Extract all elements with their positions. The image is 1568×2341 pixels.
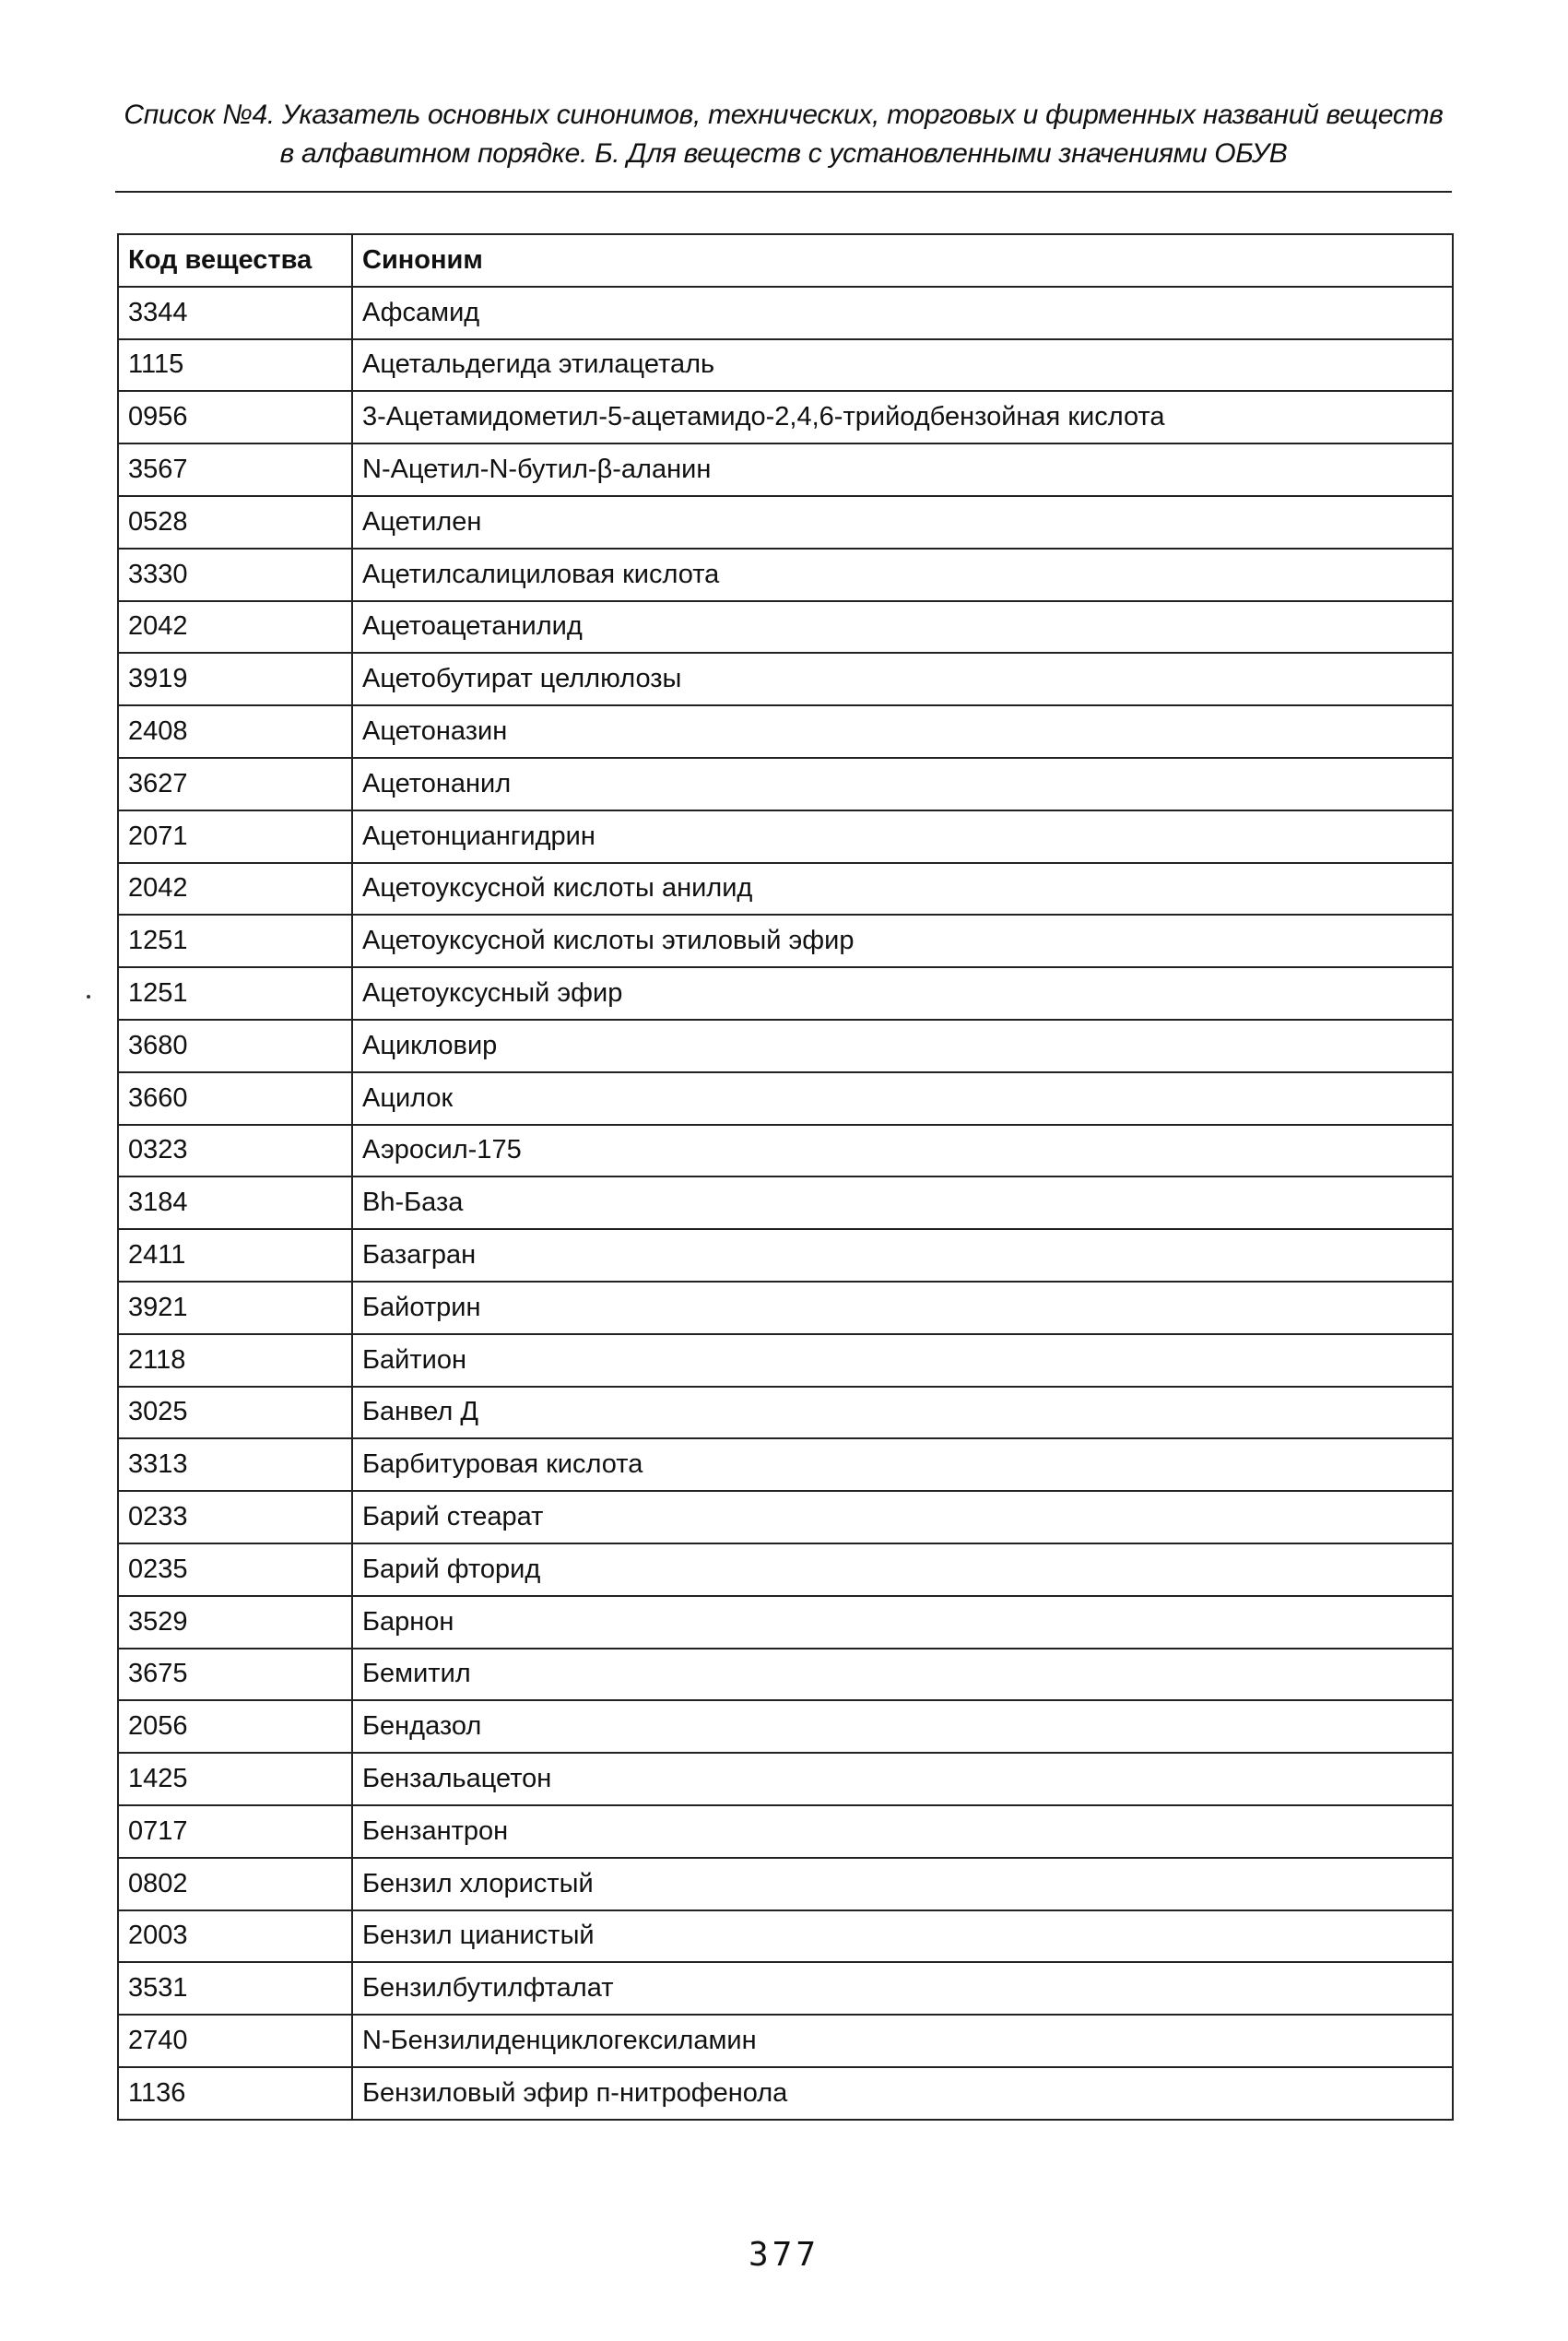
table-row xyxy=(118,758,1453,810)
table-row xyxy=(118,1229,1453,1282)
substance-code-cell: 3921 xyxy=(118,1282,352,1334)
substance-code-cell: 3344 xyxy=(118,287,352,339)
header-divider xyxy=(115,191,1452,193)
synonym-cell: Афсамид xyxy=(352,287,1453,339)
substance-code-cell: 0235 xyxy=(118,1543,352,1596)
synonym-cell: Бемитил xyxy=(352,1649,1453,1701)
table-row xyxy=(118,967,1453,1020)
table-row xyxy=(118,1910,1453,1963)
table-row xyxy=(118,2067,1453,2120)
synonym-cell: Ацетилен xyxy=(352,496,1453,549)
substance-code-cell: 2042 xyxy=(118,863,352,916)
synonym-cell: Ацикловир xyxy=(352,1020,1453,1072)
substance-code-cell: 1251 xyxy=(118,915,352,967)
table-row xyxy=(118,443,1453,496)
table-row xyxy=(118,1649,1453,1701)
substance-code-cell: 2003 xyxy=(118,1910,352,1963)
table-row xyxy=(118,1072,1453,1125)
table-row xyxy=(118,339,1453,392)
synonym-cell: Аэросил-175 xyxy=(352,1125,1453,1177)
table-row xyxy=(118,1543,1453,1596)
table-row xyxy=(118,1805,1453,1858)
substance-code-cell: 3660 xyxy=(118,1072,352,1125)
substance-code-cell: 2118 xyxy=(118,1334,352,1387)
table-row xyxy=(118,1387,1453,1439)
synonym-cell: 3-Ацетамидометил-5-ацетамидо-2,4,6-трийодбензойная кислота xyxy=(352,391,1453,443)
table-row xyxy=(118,287,1453,339)
substance-code-cell: 0956 xyxy=(118,391,352,443)
margin-dot xyxy=(87,995,90,999)
substance-code-cell: 2408 xyxy=(118,705,352,758)
substance-code-cell: 1251 xyxy=(118,967,352,1020)
synonym-cell: N-Бензилиденциклогексиламин xyxy=(352,2015,1453,2067)
synonyms-table xyxy=(117,233,1454,2121)
synonym-cell: Базагран xyxy=(352,1229,1453,1282)
synonym-cell: Ацетальдегида этилацеталь xyxy=(352,339,1453,392)
synonym-cell: Бендазол xyxy=(352,1700,1453,1753)
substance-code-cell: 3567 xyxy=(118,443,352,496)
synonym-cell: Бензилбутилфталат xyxy=(352,1962,1453,2015)
substance-code-cell: 1115 xyxy=(118,339,352,392)
substance-code-cell: 2042 xyxy=(118,601,352,654)
substance-code-cell: 2411 xyxy=(118,1229,352,1282)
column-header-code: Код вещества xyxy=(118,234,352,287)
table-row xyxy=(118,391,1453,443)
header-line-2: в алфавитном порядке. Б. Для веществ с установленными значениями ОБУВ xyxy=(279,138,1288,169)
substance-code-cell: 3184 xyxy=(118,1176,352,1229)
synonym-cell: Ацетоуксусной кислоты анилид xyxy=(352,863,1453,916)
synonym-cell: Барбитуровая кислота xyxy=(352,1438,1453,1491)
page-number: 377 xyxy=(748,2236,820,2274)
substance-code-cell: 3627 xyxy=(118,758,352,810)
table-row xyxy=(118,1125,1453,1177)
table-row xyxy=(118,705,1453,758)
synonym-cell: Бензил хлористый xyxy=(352,1858,1453,1910)
table-row xyxy=(118,810,1453,863)
table-row xyxy=(118,653,1453,705)
synonym-cell: Барий стеарат xyxy=(352,1491,1453,1543)
substance-code-cell: 3025 xyxy=(118,1387,352,1439)
substance-code-cell: 0717 xyxy=(118,1805,352,1858)
synonym-cell: Ацетонциангидрин xyxy=(352,810,1453,863)
substance-code-cell: 0528 xyxy=(118,496,352,549)
substance-code-cell: 0323 xyxy=(118,1125,352,1177)
table-row xyxy=(118,1176,1453,1229)
synonym-cell: Ацетоацетанилид xyxy=(352,601,1453,654)
table-row xyxy=(118,1438,1453,1491)
synonym-cell: Ацетонанил xyxy=(352,758,1453,810)
table-row xyxy=(118,1962,1453,2015)
synonym-cell: N-Ацетил-N-бутил-β-аланин xyxy=(352,443,1453,496)
synonym-cell: Банвел Д xyxy=(352,1387,1453,1439)
table-row xyxy=(118,496,1453,549)
table-row xyxy=(118,1282,1453,1334)
table-row xyxy=(118,1753,1453,1805)
synonym-cell: Байотрин xyxy=(352,1282,1453,1334)
substance-code-cell: 3529 xyxy=(118,1596,352,1649)
synonym-cell: Барий фторид xyxy=(352,1543,1453,1596)
substance-code-cell: 2071 xyxy=(118,810,352,863)
table-body xyxy=(118,287,1453,2120)
synonym-cell: Байтион xyxy=(352,1334,1453,1387)
table-row xyxy=(118,1020,1453,1072)
table-row xyxy=(118,549,1453,601)
synonym-cell: Ацетоуксусный эфир xyxy=(352,967,1453,1020)
substance-code-cell: 3330 xyxy=(118,549,352,601)
column-header-synonym: Синоним xyxy=(352,234,1453,287)
substance-code-cell: 3675 xyxy=(118,1649,352,1701)
synonym-cell: Барнон xyxy=(352,1596,1453,1649)
table-header-row xyxy=(118,234,1453,287)
substance-code-cell: 1425 xyxy=(118,1753,352,1805)
table-row xyxy=(118,601,1453,654)
page-header xyxy=(115,96,1452,173)
table-row xyxy=(118,1596,1453,1649)
table-row xyxy=(118,2015,1453,2067)
synonym-cell: Ацетилсалициловая кислота xyxy=(352,549,1453,601)
substance-code-cell: 3919 xyxy=(118,653,352,705)
synonym-cell: Бензантрон xyxy=(352,1805,1453,1858)
table-row xyxy=(118,1491,1453,1543)
substance-code-cell: 3531 xyxy=(118,1962,352,2015)
substance-code-cell: 3680 xyxy=(118,1020,352,1072)
table-row xyxy=(118,863,1453,916)
substance-code-cell: 3313 xyxy=(118,1438,352,1491)
substance-code-cell: 0233 xyxy=(118,1491,352,1543)
synonym-cell: Ацетобутират целлюлозы xyxy=(352,653,1453,705)
header-line-1: Список №4. Указатель основных синонимов, технических, торговых и фирменных названий веществ xyxy=(124,100,1444,130)
synonym-cell: Бензальацетон xyxy=(352,1753,1453,1805)
substance-code-cell: 2056 xyxy=(118,1700,352,1753)
synonym-cell: Ацетоуксусной кислоты этиловый эфир xyxy=(352,915,1453,967)
synonym-cell: Бензил цианистый xyxy=(352,1910,1453,1963)
table-row xyxy=(118,1858,1453,1910)
table-row xyxy=(118,1334,1453,1387)
synonym-cell: Ацилок xyxy=(352,1072,1453,1125)
synonym-cell: Ацетоназин xyxy=(352,705,1453,758)
synonym-cell: Бензиловый эфир п-нитрофенола xyxy=(352,2067,1453,2120)
table-row xyxy=(118,1700,1453,1753)
synonym-cell: Bh-База xyxy=(352,1176,1453,1229)
table-row xyxy=(118,915,1453,967)
substance-code-cell: 1136 xyxy=(118,2067,352,2120)
substance-code-cell: 0802 xyxy=(118,1858,352,1910)
substance-code-cell: 2740 xyxy=(118,2015,352,2067)
